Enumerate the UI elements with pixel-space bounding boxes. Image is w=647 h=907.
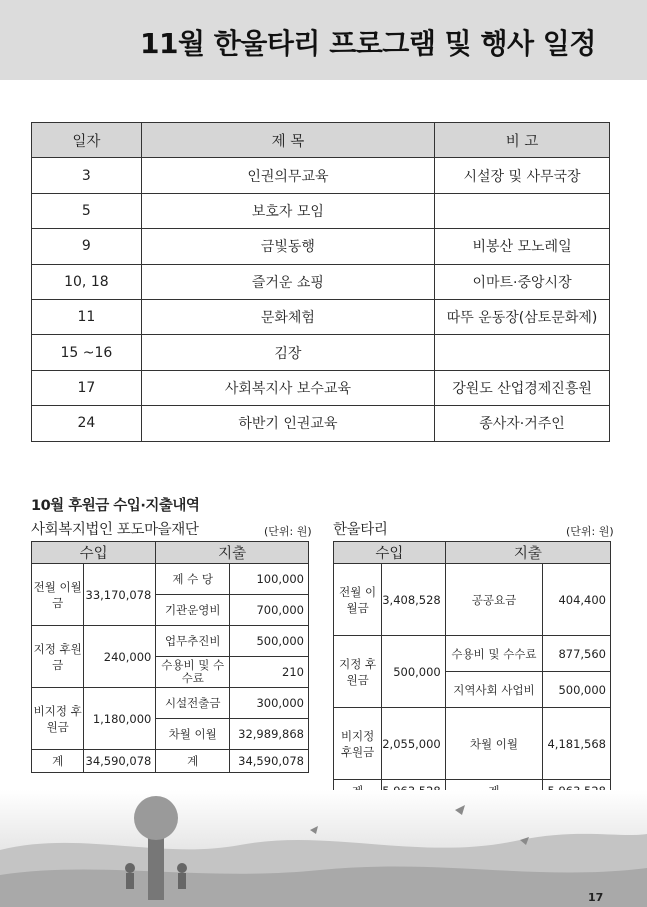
table-row [32,158,610,193]
left-finance-table [31,541,309,773]
left-org-name: 사회복지법인 포도마을재단 [31,522,199,538]
schedule-title: 문화체험 [141,299,434,334]
table-row [32,193,610,228]
schedule-date: 3 [32,158,142,193]
income-amount: 1,180,000 [84,688,156,750]
expense-amount: 32,989,868 [230,719,309,750]
expense-label: 공공요금 [445,564,542,636]
expense-amount: 4,181,568 [543,708,611,780]
income-amount: 2,055,000 [382,708,446,780]
income-label: 지정 후원금 [334,636,382,708]
schedule-date: 5 [32,193,142,228]
expense-label: 수용비 및 수수료 [156,657,230,688]
expense-amount: 300,000 [230,688,309,719]
table-row [32,299,610,334]
schedule-header-note: 비 고 [435,123,610,158]
schedule-title: 김장 [141,335,434,370]
income-header: 수입 [334,542,446,564]
income-amount: 3,408,528 [382,564,446,636]
expense-header: 지출 [156,542,309,564]
page-number: 17 [588,891,604,904]
schedule-date: 10, 18 [32,264,142,299]
schedule-date: 17 [32,370,142,405]
table-row [32,264,610,299]
income-total: 34,590,078 [84,750,156,773]
schedule-date: 9 [32,229,142,264]
income-label: 전월 이월금 [32,564,84,626]
schedule-note [435,335,610,370]
schedule-date: 15 ~16 [32,335,142,370]
expense-label: 차월 이월 [445,708,542,780]
schedule-title: 하반기 인권교육 [141,406,434,441]
expense-amount: 210 [230,657,309,688]
expense-label: 시설전출금 [156,688,230,719]
finance-section-title: 10월 후원금 수입·지출내역 [31,498,200,514]
schedule-note: 종사자·거주인 [435,406,610,441]
decorative-landscape-illustration [0,790,647,907]
schedule-note [435,193,610,228]
expense-total: 34,590,078 [230,750,309,773]
expense-amount: 100,000 [230,564,309,595]
schedule-date: 24 [32,406,142,441]
table-row [32,406,610,441]
table-row [32,229,610,264]
expense-label: 수용비 및 수수료 [445,636,542,672]
table-row [32,335,610,370]
expense-label: 지역사회 사업비 [445,672,542,708]
income-amount: 33,170,078 [84,564,156,626]
income-amount: 500,000 [382,636,446,708]
schedule-title: 금빛동행 [141,229,434,264]
total-label: 계 [32,750,84,773]
expense-label: 차월 이월 [156,719,230,750]
expense-label: 기관운영비 [156,595,230,626]
schedule-title: 사회복지사 보수교육 [141,370,434,405]
income-label: 비지정 후원금 [32,688,84,750]
schedule-note: 강원도 산업경제진흥원 [435,370,610,405]
expense-label: 업무추진비 [156,626,230,657]
schedule-note: 시설장 및 사무국장 [435,158,610,193]
expense-amount: 500,000 [543,672,611,708]
left-unit-label: (단위: 원) [264,525,312,538]
total-label: 계 [156,750,230,773]
page-title: 11월 한울타리 프로그램 및 행사 일정 [140,27,596,60]
schedule-title: 인권의무교육 [141,158,434,193]
expense-amount: 500,000 [230,626,309,657]
income-label: 지정 후원금 [32,626,84,688]
schedule-title: 즐거운 쇼핑 [141,264,434,299]
income-header: 수입 [32,542,156,564]
schedule-table [31,122,610,442]
schedule-header-date: 일자 [32,123,142,158]
schedule-note: 따뚜 운동장(삼토문화제) [435,299,610,334]
schedule-header-title: 제 목 [141,123,434,158]
expense-amount: 877,560 [543,636,611,672]
income-label: 전월 이월금 [334,564,382,636]
schedule-date: 11 [32,299,142,334]
schedule-note: 비봉산 모노레일 [435,229,610,264]
expense-header: 지출 [445,542,610,564]
schedule-note: 이마트·중앙시장 [435,264,610,299]
income-label: 비지정 후원금 [334,708,382,780]
income-amount: 240,000 [84,626,156,688]
right-org-name: 한울타리 [333,522,388,538]
schedule-header-row [32,123,610,158]
schedule-title: 보호자 모임 [141,193,434,228]
expense-amount: 404,400 [543,564,611,636]
right-unit-label: (단위: 원) [566,525,614,538]
table-row [32,370,610,405]
right-finance-table [333,541,611,803]
expense-amount: 700,000 [230,595,309,626]
expense-label: 제 수 당 [156,564,230,595]
